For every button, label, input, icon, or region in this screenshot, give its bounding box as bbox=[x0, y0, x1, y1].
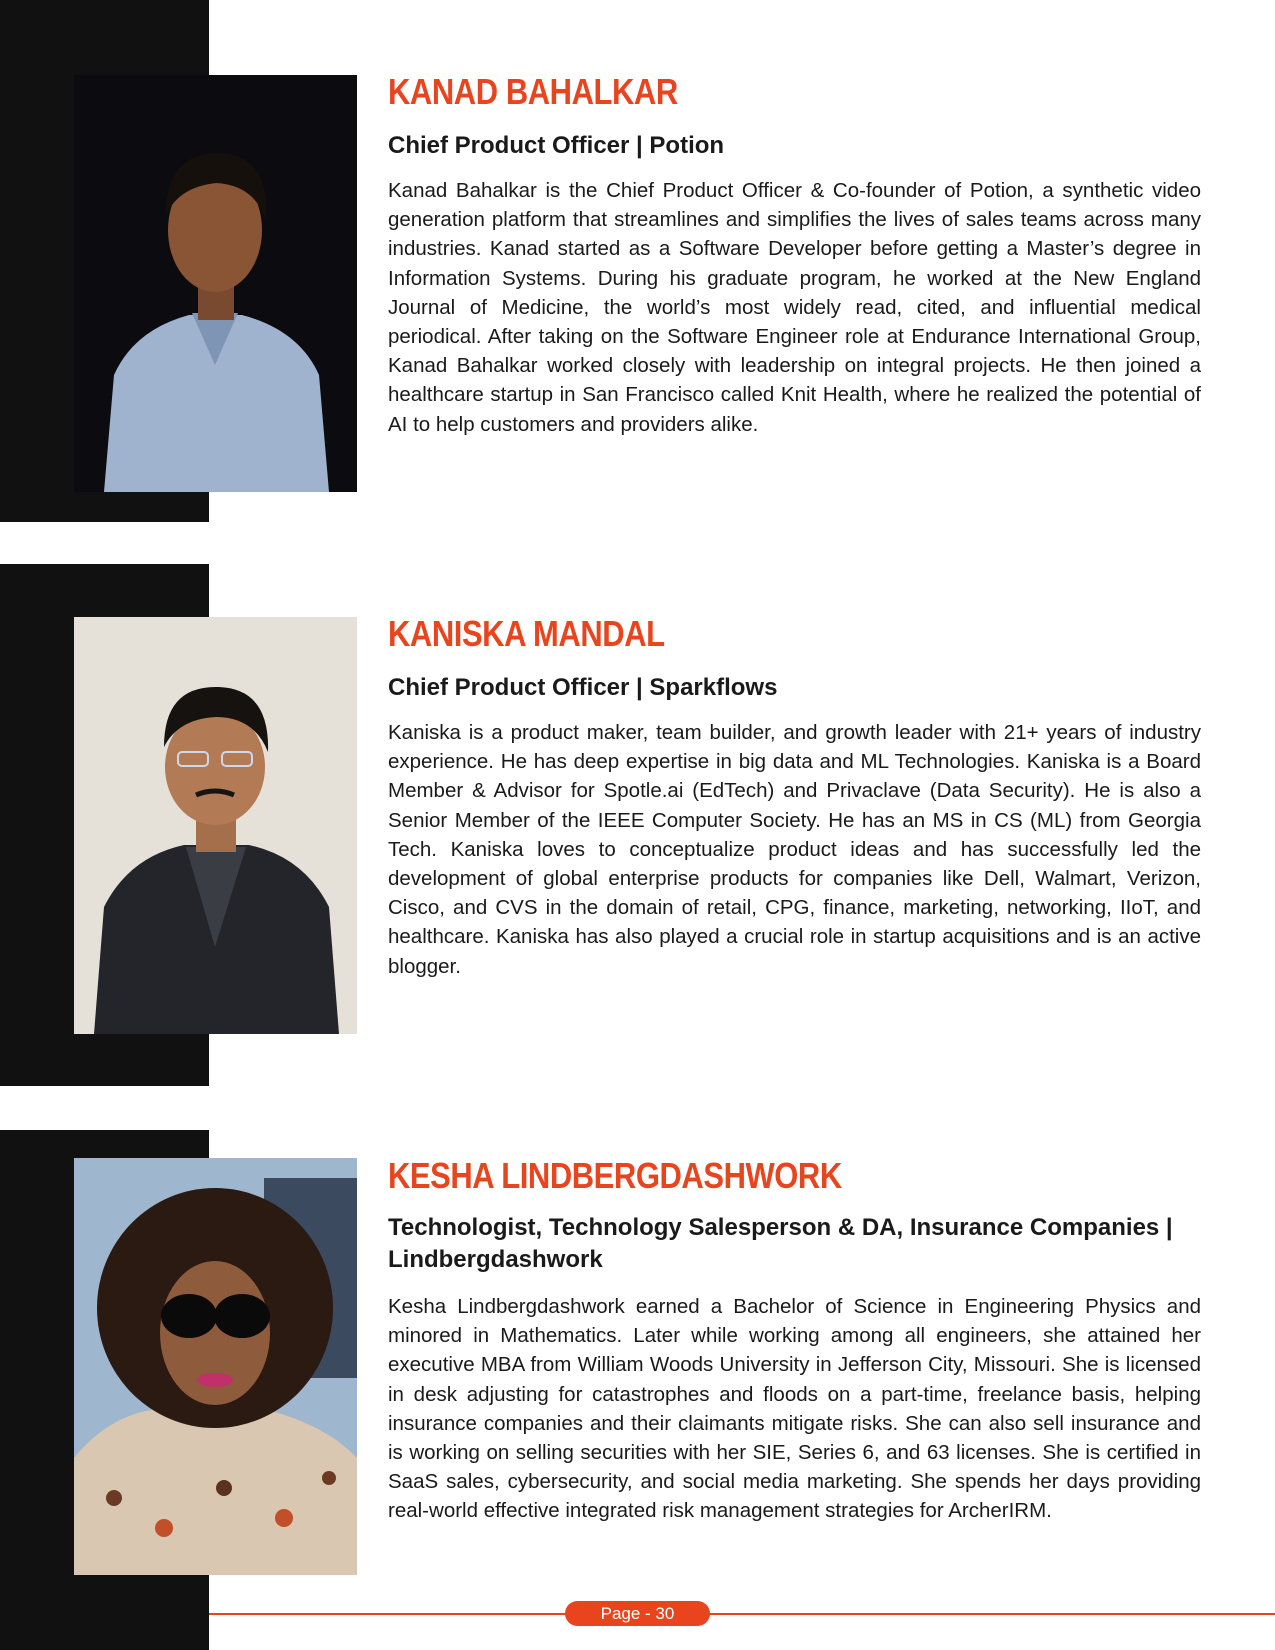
profile-photo-kanad-bahalkar bbox=[74, 75, 357, 492]
profile-entry-kaniska-mandal bbox=[388, 612, 1201, 981]
profile-photo-kesha-lindbergdashwork bbox=[74, 1158, 357, 1575]
profile-bio: Kanad Bahalkar is the Chief Product Officer & Co-founder of Potion, a synthetic video generation platform that streamlines and simplifies the lives of sales teams across many industries. Kanad started as a Software Developer before getting a Master’s degree in Information Systems. During his graduate program, he worked at the New England Journal of Medicine, the world’s most widely read, cited, and influential medical periodical. After taking on the Software Engineer role at Endurance International Group, Kanad Bahalkar worked closely with leadership on integral projects. He then joined a healthcare startup in San Francisco called Knit Health, where he realized the potential of AI to help customers and providers alike. bbox=[388, 179, 1201, 436]
page-number-badge: Page - 30 bbox=[565, 1601, 710, 1626]
profile-name: KANISKA MANDAL bbox=[388, 613, 665, 654]
profile-name: KESHA LINDBERGDASHWORK bbox=[388, 1155, 842, 1196]
profile-entry-kanad-bahalkar bbox=[388, 70, 1201, 439]
profile-name: KANAD BAHALKAR bbox=[388, 71, 678, 112]
profile-bio: Kaniska is a product maker, team builder, and growth leader with 21+ years of industry experience. He has deep expertise in big data and ML Technologies. Kaniska is a Board Member & Advisor for Spotle.ai (EdTech) and Privaclave (Data Security). He is also a Senior Member of the IEEE Computer Society. He has an MS in CS (ML) from Georgia Tech. Kaniska loves to conceptualize product ideas and has successfully led the development of global enterprise products for companies like Dell, Walmart, Verizon, Cisco, and CVS in the domain of retail, CPG, finance, marketing, networking, IIoT, and healthcare. Kaniska has also played a crucial role in startup acquisitions and is an active blogger. bbox=[388, 721, 1201, 978]
profile-entry-kesha-lindbergdashwork bbox=[388, 1154, 1201, 1526]
profile-bio: Kesha Lindbergdashwork earned a Bachelor of Science in Engineering Physics and minored in Mathematics. Later while working among all engineers, she attained her executive MBA from William Woods University in Jefferson City, Missouri. She is licensed in desk adjusting for catastrophes and floods on a part-time, freelance basis, helping insurance companies and their claimants mitigate risks. She can also sell insurance and is working on selling securities with her SIE, Series 6, and 63 licenses. She is certified in SaaS sales, cybersecurity, and social media marketing. She spends her days providing real-world effective integrated risk management strategies for ArcherIRM. bbox=[388, 1295, 1201, 1523]
profile-role: Chief Product Officer | Sparkflows bbox=[388, 674, 778, 701]
footer-divider bbox=[209, 1613, 1275, 1615]
profile-role: Chief Product Officer | Potion bbox=[388, 132, 725, 159]
profile-role: Technologist, Technology Salesperson & DA, Insurance Companies | Lindbergdashwork bbox=[388, 1214, 1173, 1273]
profile-photo-kaniska-mandal bbox=[74, 617, 357, 1034]
